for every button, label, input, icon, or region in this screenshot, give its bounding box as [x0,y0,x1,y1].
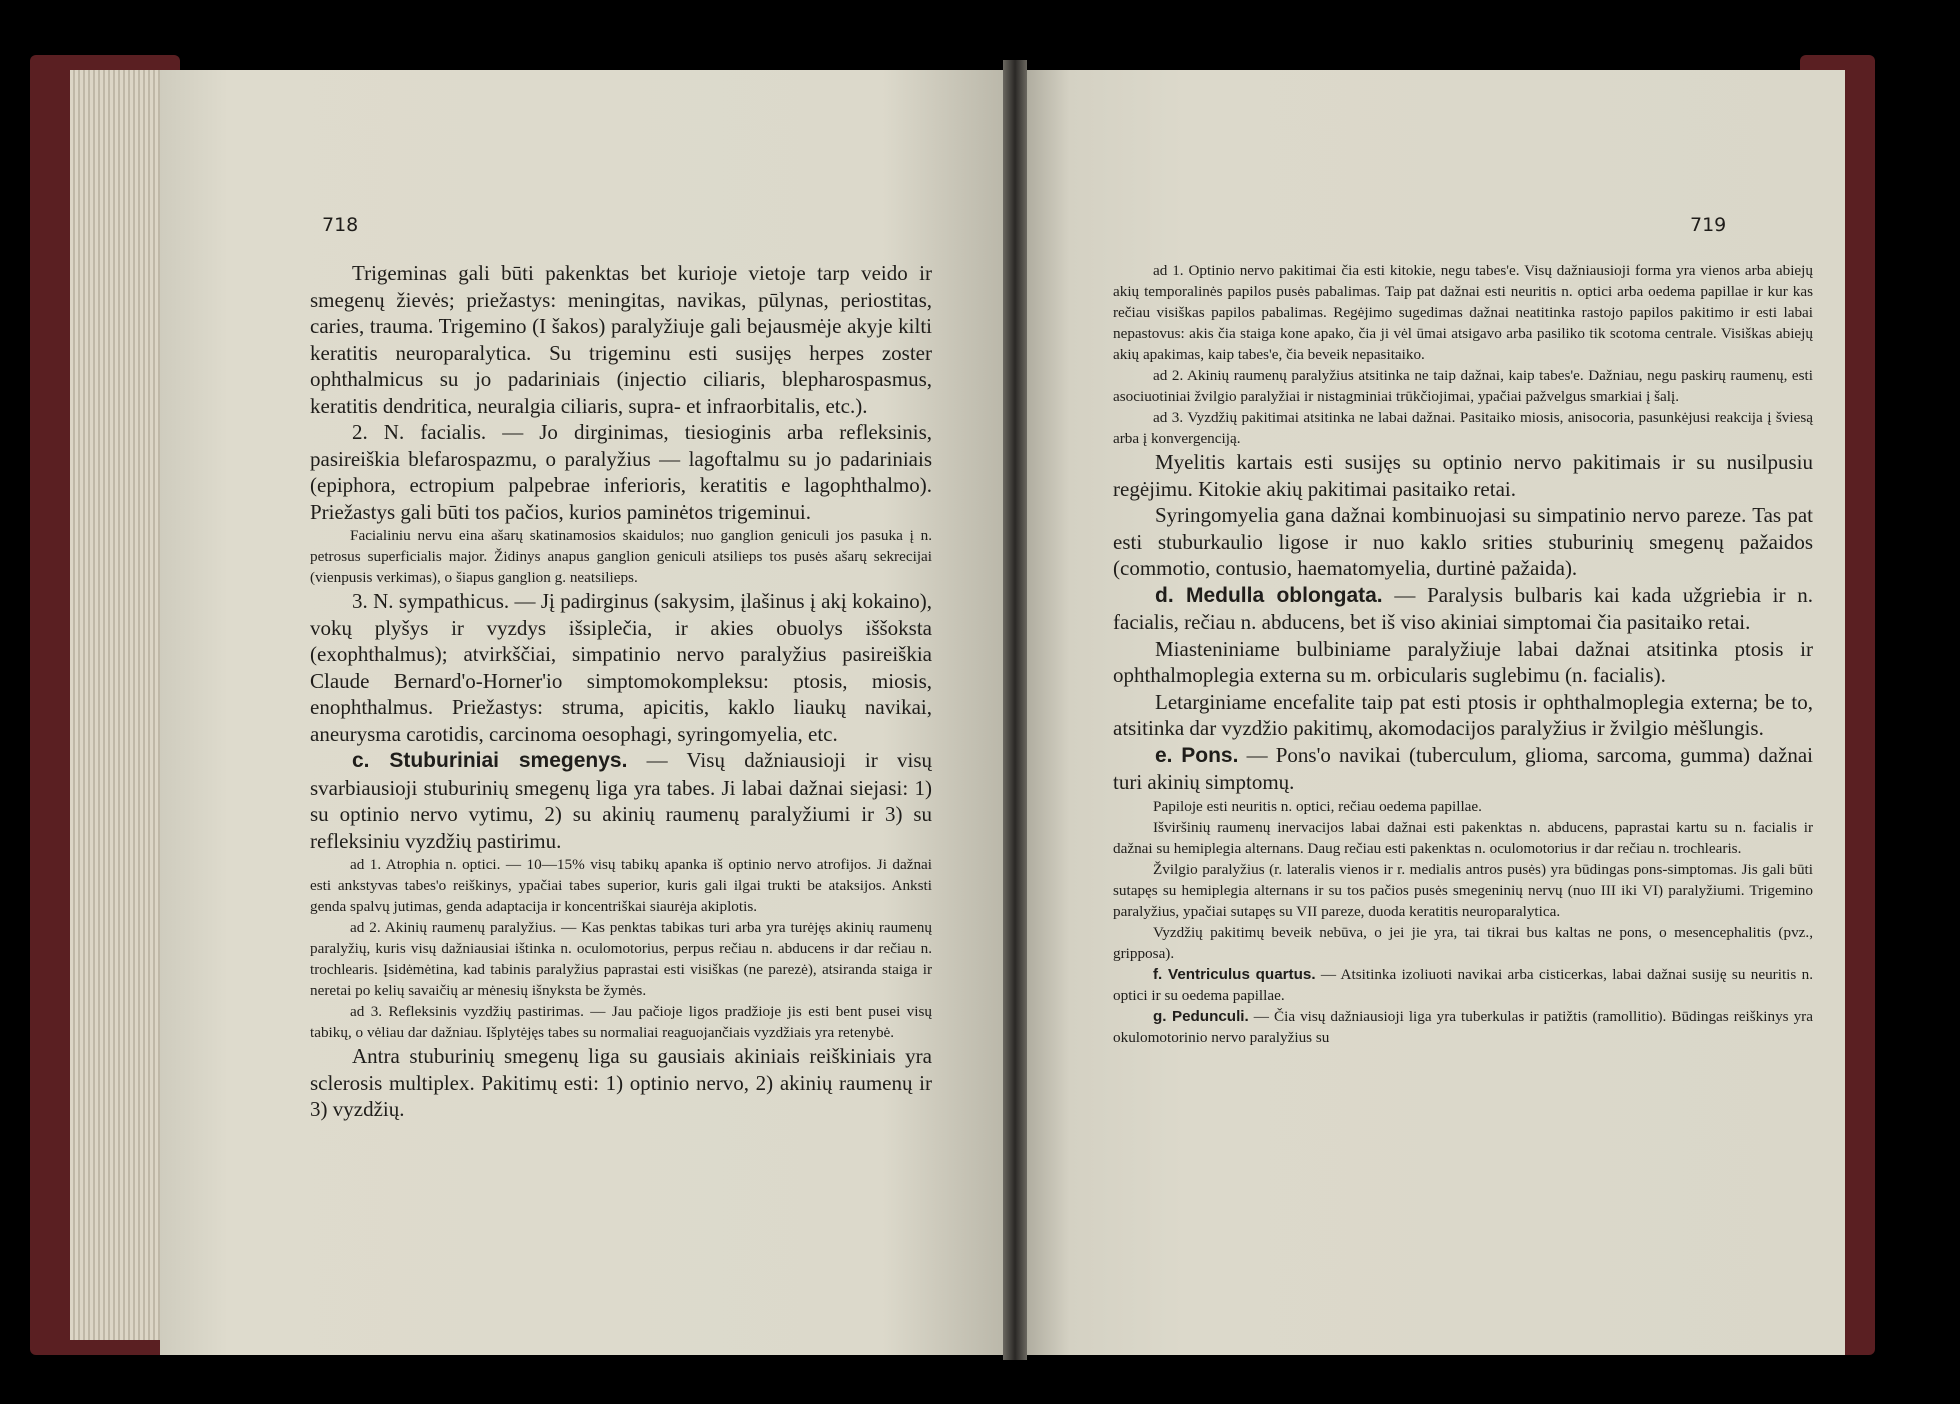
paragraph-text: ad 2. Akinių raumenų paralyžius. — Kas penktas tabikas turi arba yra turėjęs akinių raumenų paralyžių, kuris visų dažniausiai ištinka n. oculomotorius, perpus rečiau n. abducens ir dar rečiau n. trochlearis. Įsidėmėtina, kad tabinis paralyžius paprastai esti visiškas (ne parezė), atsiranda staiga ir neretai po kelių savaičių ar mėnesių išnyksta be žymės. [310,919,932,999]
paragraph-text: Trigeminas gali būti pakenktas bet kurioje vietoje tarp veido ir smegenų žievės; priežastys: meningitas, navikas, pūlynas, periostitas, caries, trauma. Trigemino (I šakos) paralyžiuje gali bejausmėje akyje kilti keratitis neuroparalytica. Su trigeminu esti susijęs herpes zoster ophthalmicus su jo padariniais (injectio ciliaris, blepharospasmus, keratitis dendritica, neuralgia ciliaris, supra- et infraorbitalis, etc.). [310,261,932,418]
paragraph-text: — Visų dažniausioji ir visų svarbiausioji stuburinių smegenų liga yra tabes. Ji labai dažnai siejasi: 1) su optinio nervo vytimu, 2) su akinių raumenų paralyžiumi ir 3) su refleksiniu vyzdžių pastirimu. [310,748,932,853]
paragraph-text: ad 2. Akinių raumenų paralyžius atsitinka ne taip dažnai, kaip tabes'e. Dažniau, negu paskirų raumenų, esti asociuotiniai žvilgio paralyžiai ir nistagminiai trūkčiojimai, ypačiai pažvelgus smarkiai į šalį. [1113,367,1813,405]
paragraph-text: Facialiniu nervu eina ašarų skatinamosios skaidulos; nuo ganglion geniculi jos pasuka į n. petrosus superficialis major. Židinys anapus ganglion geniculi atsilieps tos pusės ašarų sekrecijai (vienpusis verkimas), o šiapus ganglion g. neatsilieps. [310,527,932,586]
paragraph [310,588,932,747]
paragraph [1113,407,1813,449]
paragraph-text: Miasteniniame bulbiniame paralyžiuje labai dažnai atsitinka ptosis ir ophthalmoplegia externa su m. orbicularis suglebimu (n. facialis). [1113,636,1813,687]
paragraph-text: Syringomyelia gana dažnai kombinuojasi su simpatinio nervo pareze. Tas pat esti stuburkaulio ligose ir nuo kaklo srities stuburinių smegenų pažaidos (commotio, contusio, haematomyelia, durtinė pažaida). [1113,503,1813,580]
section-heading: e. Pons. [1155,743,1239,767]
paragraph-text: — Atsitinka izoliuoti navikai arba cisticerkas, labai dažnai susiję su neuritis n. optici ir su oedema papillae. [1113,965,1814,1004]
paragraph-text: Išviršinių raumenų inervacijos labai dažnai esti pakenktas n. abducens, paprastai kartu su n. facialis ir dažnai su hemiplegia alternans. Daug rečiau esti pakenktas n. oculomotorius ir dar rečiau n. trochlearis. [1113,818,1813,857]
paragraph [1113,502,1813,582]
left-page [160,70,1010,1355]
paragraph [1113,365,1813,407]
right-page-text [1113,260,1813,1048]
paragraph [1113,922,1813,964]
paragraph-text: 2. N. facialis. — Jo dirginimas, tiesioginis arba refleksinis, pasireiškia blefarospazmu, o paralyžius — lagoftalmu su jo padariniais (epiphora, ectropium palpebrae inferioris, keratitis e lagophthalmo). Priežastys gali būti tos pačios, kurios paminėtos trigeminui. [310,420,932,524]
paragraph-text: ad 1. Atrophia n. optici. — 10—15% visų tabikų apanka iš optinio nervo atrofijos. Ji dažnai esti ankstyvas tabes'o reiškinys, ypačiai tabes superior, kuris gali ilgai trukti be ataksijos. Anksti genda spalvų jutimas, genda adaptacija ir koncentriškai siaurėja akiplotis. [310,856,932,915]
right-page [1020,70,1845,1355]
paragraph-text: ad 1. Optinio nervo pakitimai čia esti kitokie, negu tabes'e. Visų dažniausioji forma yra vienos arba abiejų akių temporalinės papilos pusės pabalimas. Taip pat dažnai esti neuritis n. optici arba oedema papillae ir kur kas rečiau visiškas papilos pabalimas. Regėjimo sugedimas dažnai neatitinka rastojo papilos pakitimo ir esti labai nepastovus: akis čia staiga kone apako, čia ji vėl ūmai atsigavo arba pasiliko tik scotoma centrale. Visiškas abiejų akių apakimas, kaip tabes'e, čia beveik nepasitaiko. [1113,262,1813,363]
paragraph [310,854,932,917]
paragraph [1113,260,1813,365]
paragraph [1113,817,1813,859]
paragraph [310,260,932,419]
paragraph [1113,1006,1813,1048]
section-heading: d. Medulla oblongata. [1155,583,1383,607]
section-heading: f. Ventriculus quartus. [1153,965,1316,983]
paragraph [1113,689,1813,742]
section-heading: g. Pedunculi. [1153,1007,1249,1025]
left-page-text [310,260,932,1123]
paragraph [310,525,932,588]
paragraph [310,747,932,854]
paragraph [1113,636,1813,689]
paragraph [1113,742,1813,796]
paragraph [1113,964,1813,1006]
paragraph [1113,796,1813,817]
book-gutter [1003,60,1027,1360]
paragraph-text: — Pons'o navikai (tuberculum, glioma, sarcoma, gumma) dažnai turi akinių simptomų. [1113,742,1813,794]
paragraph-text: Vyzdžių pakitimų beveik nebūva, o jei jie yra, tai tikrai bus kaltas ne pons, o mesencephalitis (pvz., gripposa). [1113,923,1813,962]
page-edges [70,70,170,1340]
paragraph [310,917,932,1001]
paragraph [310,1043,932,1123]
paragraph-text: 3. N. sympathicus. — Jį padirginus (sakysim, įlašinus į akį kokaino), vokų plyšys ir vyzdys išsiplečia, ir akies obuolys iššoksta (exophthalmus); atvirkščiai, simpatinio nervo paralyžius pasireiškia Claude Bernard'o-Horner'io simptomokompleksu: ptosis, miosis, enophthalmus. Priežastys: struma, apicitis, kaklo liaukų navikai, aneurysma carotidis, carcinoma oesophagi, syringomyelia, etc. [310,589,932,746]
paragraph-text: ad 3. Refleksinis vyzdžių pastirimas. — Jau pačioje ligos pradžioje jis esti bent pusei visų tabikų, o vėliau dar dažniau. Išplytėjęs tabes su normaliai reaguojančiais vyzdžiais yra retenybė. [310,1003,932,1041]
paragraph [1113,582,1813,636]
paragraph [1113,859,1813,922]
paragraph-text: Antra stuburinių smegenų liga su gausiais akiniais reiškiniais yra sclerosis multiplex. Pakitimų esti: 1) optinio nervo, 2) akinių raumenų ir 3) vyzdžių. [310,1044,932,1121]
paragraph [310,1001,932,1043]
paragraph [310,419,932,525]
paragraph-text: Myelitis kartais esti susijęs su optinio nervo pakitimais ir su nusilpusiu regėjimu. Kitokie akių pakitimai pasitaiko retai. [1113,450,1813,501]
paragraph-text: — Čia visų dažniausioji liga yra tuberkulas ir patižtis (ramollitio). Būdingas reiškinys yra okulomotorinio nervo paralyžius su [1113,1007,1813,1046]
paragraph-text: — Paralysis bulbaris kai kada užgriebia ir n. facialis, rečiau n. abducens, bet iš viso akiniai simptomai čia pasitaiko retai. [1113,582,1813,634]
paragraph-text: Papiloje esti neuritis n. optici, rečiau oedema papillae. [1153,797,1482,815]
page-number-right: 719 [1690,214,1727,236]
paragraph-text: Žvilgio paralyžius (r. lateralis vienos ir r. medialis antros pusės) yra būdingas pons-simptomas. Jis gali būti sutapęs su hemiplegia alternans ir su tos pačios pusės smegeninių nervų (nuo III iki VI) paralyžiumi. Trigemino paralyžius, ypačiai sutapęs su VII pareze, duoda keratitis neuroparalytica. [1113,860,1813,920]
section-heading: c. Stuburiniai smegenys. [352,749,628,772]
paragraph [1113,449,1813,502]
paragraph-text: Letarginiame encefalite taip pat esti ptosis ir ophthalmoplegia externa; be to, atsitinka dar vyzdžio pakitimų, akomodacijos paralyžius ir žvilgio mėšlungis. [1113,689,1813,740]
page-number-left: 718 [322,214,359,236]
paragraph-text: ad 3. Vyzdžių pakitimai atsitinka ne labai dažnai. Pasitaiko miosis, anisocoria, pasunkėjusi reakcija į šviesą arba į konvergenciją. [1113,409,1813,447]
